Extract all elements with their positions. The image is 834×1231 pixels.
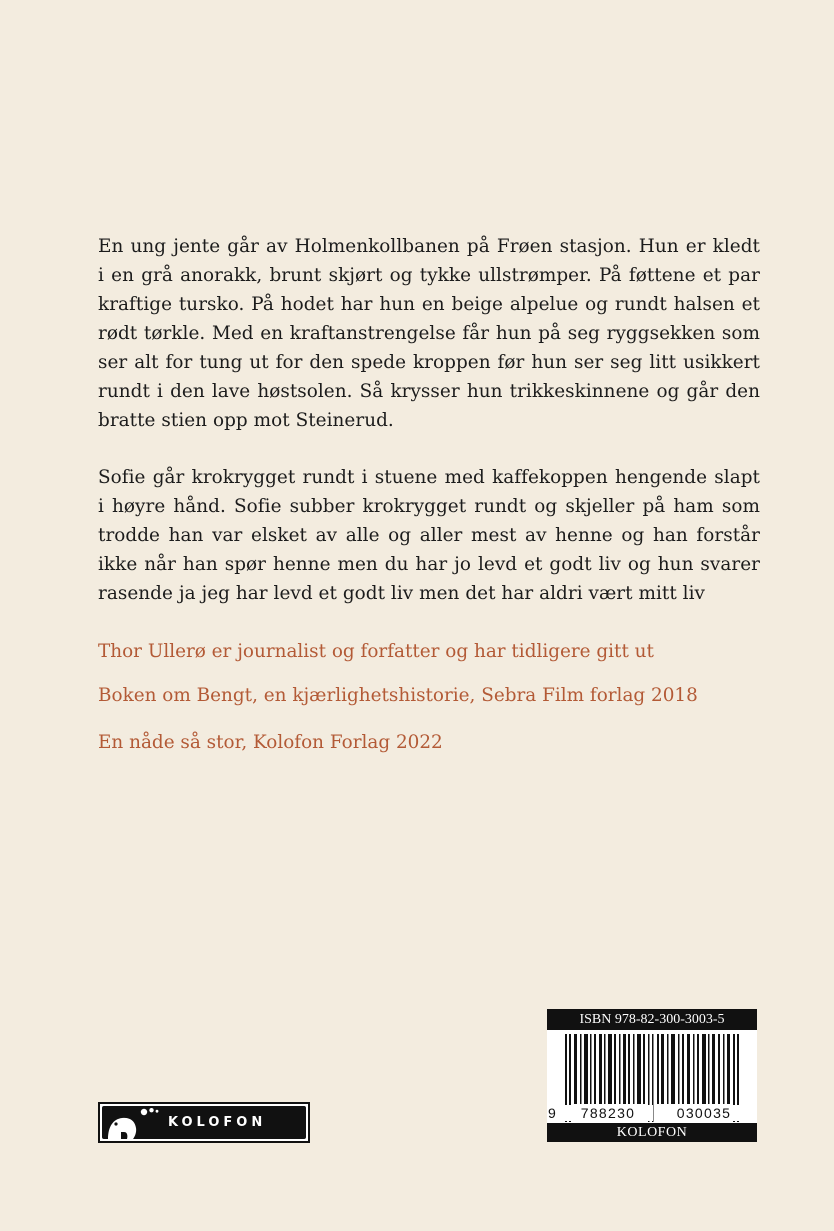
barcode-publisher: KOLOFON: [547, 1123, 757, 1142]
blurb-line: En ung jente går av Holmenkollbanen på Frøen stasjon. Hun er kledt: [98, 236, 760, 257]
isbn-label: ISBN 978-82-300-3003-5: [547, 1009, 757, 1030]
author-bio-line: Thor Ullerø er journalist og forfatter og har tidligere gitt ut: [98, 641, 654, 662]
blurb-line: Sofie går krokrygget rundt i stuene med kaffekoppen hengende slapt: [98, 467, 760, 488]
barcode-digits: [547, 1105, 757, 1123]
blurb-paragraph-2: [98, 463, 760, 608]
blurb-line: ikke når han spør henne men du har jo levd et godt liv og hun svarer: [98, 554, 760, 575]
isbn-barcode: [547, 1009, 757, 1142]
blurb-line: rundt i den lave høstsolen. Så krysser hun trikkeskinnene og går den: [98, 381, 760, 402]
previous-book-2: En nåde så stor, Kolofon Forlag 2022: [98, 732, 443, 753]
blurb-line: trodde han var elsket av alle og aller mest av henne og han forstår: [98, 525, 760, 546]
blurb-line: rasende ja jeg har levd et godt liv men det har aldri vært mitt liv: [98, 583, 705, 604]
blurb-line: i høyre hånd. Sofie subber krokrygget rundt og skjeller på ham som: [98, 496, 760, 517]
blurb-line: i en grå anorakk, brunt skjørt og tykke ullstrømper. På føttene et par: [98, 265, 760, 286]
publisher-logo: [98, 1102, 310, 1143]
blurb-line: ser alt for tung ut for den spede kroppen før hun ser seg litt usikkert: [98, 352, 760, 373]
publisher-name: KOLOFON: [168, 1115, 267, 1130]
blurb-line: rødt tørkle. Med en kraftanstrengelse får hun på seg ryggsekken som: [98, 323, 760, 344]
elephant-icon: [106, 1107, 164, 1139]
barcode-digits-left: 788230: [563, 1105, 653, 1121]
blurb-line: bratte stien opp mot Steinerud.: [98, 410, 394, 431]
previous-book-1: Boken om Bengt, en kjærlighetshistorie, Sebra Film forlag 2018: [98, 685, 698, 706]
barcode-digit-first: 9: [548, 1105, 558, 1121]
blurb-paragraph-1: [98, 232, 760, 435]
blurb-line: kraftige tursko. På hodet har hun en beige alpelue og rundt halsen et: [98, 294, 760, 315]
barcode-digits-right: 030035: [659, 1105, 749, 1121]
